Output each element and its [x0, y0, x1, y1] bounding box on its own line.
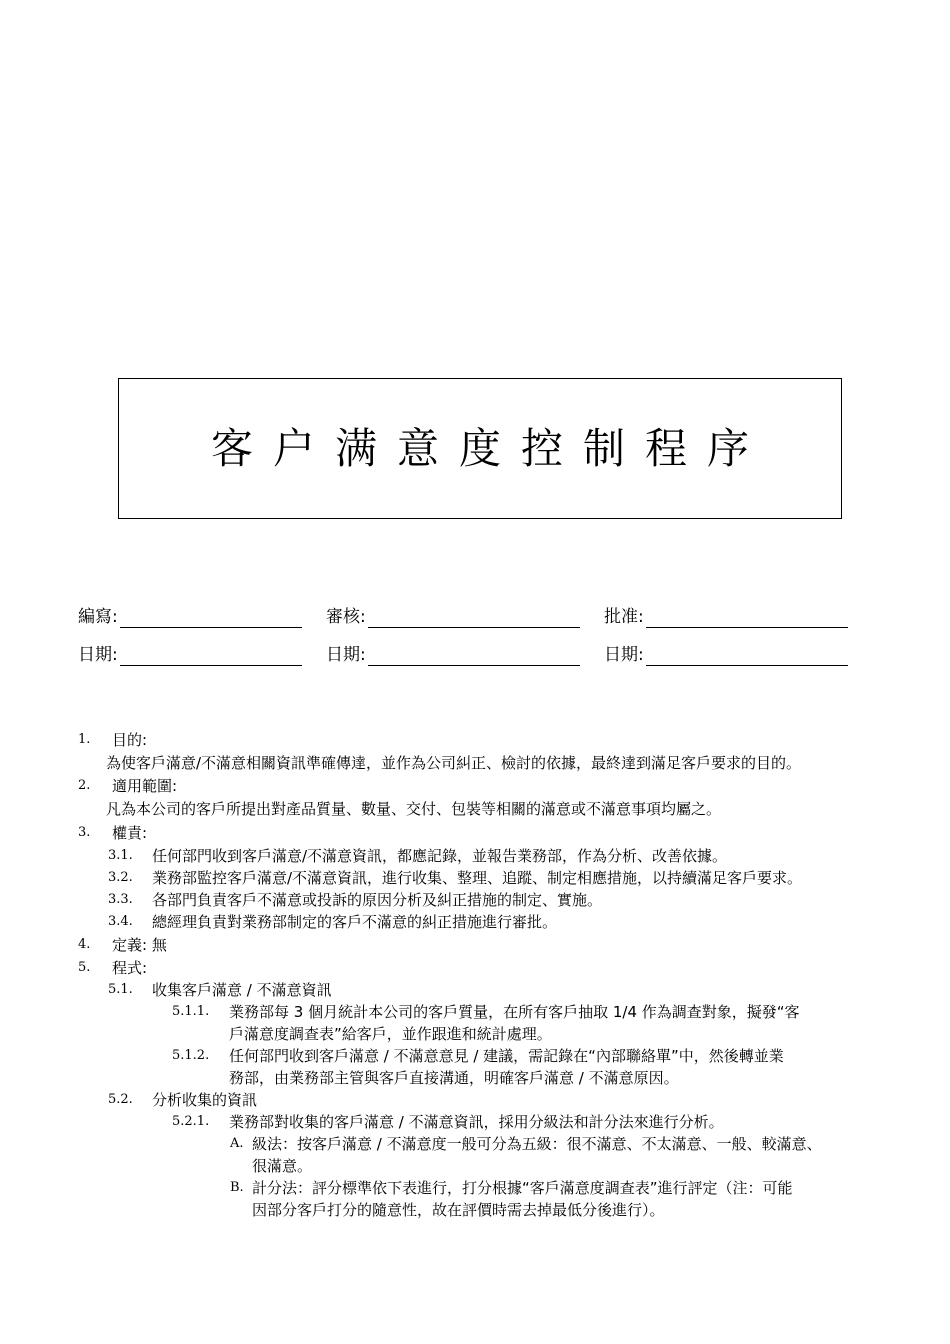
section-5-1-2-line2: 務部，由業務部主管與客戶直接溝通，明確客戶滿意 / 不滿意原因。: [229, 1069, 679, 1087]
sig-reviewed-by-line: [368, 609, 580, 628]
section-3-2-number: 3.2.: [108, 870, 133, 885]
sig-date-1-line: [120, 647, 302, 666]
section-5-heading: 程式:: [112, 959, 148, 977]
sig-date-3-line: [646, 647, 848, 666]
sig-reviewed-by: [326, 606, 580, 628]
section-5-number: 5.: [78, 960, 91, 975]
sig-approved-by: [604, 606, 848, 628]
section-1-number: 1.: [78, 732, 91, 747]
section-3-number: 3.: [78, 825, 91, 840]
section-5-1-1-line2: 戶滿意度調查表”給客戶，並作跟進和統計處理。: [229, 1025, 552, 1043]
section-5-2-1-a-line1: 級法：按客戶滿意 / 不滿意度一般可分為五級：很不滿意、不太滿意、一般、較滿意、: [252, 1135, 822, 1153]
sig-date-3-label: 日期:: [604, 645, 644, 665]
title-box: [118, 378, 842, 519]
sig-date-3: [604, 644, 848, 666]
section-3-3-number: 3.3.: [108, 892, 133, 907]
section-3-2-text: 業務部監控客戶滿意/不滿意資訊，進行收集、整理、追蹤、制定相應措施，以持續滿足客戶要求。: [152, 869, 803, 887]
sig-approved-by-label: 批准:: [604, 607, 644, 627]
section-3-4-text: 總經理負責對業務部制定的客戶不滿意的糾正措施進行審批。: [152, 913, 558, 931]
section-5-1-1-line1: 業務部每 3 個月統計本公司的客戶質量，在所有客戶抽取 1/4 作為調查對象，擬發“客: [229, 1003, 800, 1021]
document-title: 客户满意度控制程序: [210, 423, 769, 473]
section-5-1-2-line1: 任何部門收到客戶滿意 / 不滿意意見 / 建議，需記錄在“內部聯絡單”中，然後轉並業: [229, 1047, 784, 1065]
section-5-2-1-text: 業務部對收集的客戶滿意 / 不滿意資訊，採用分級法和計分法來進行分析。: [229, 1113, 724, 1131]
section-5-2-1-b-marker: B.: [230, 1180, 244, 1195]
sig-written-by: [78, 606, 302, 628]
sig-date-2-line: [368, 647, 580, 666]
sig-reviewed-by-label: 審核:: [326, 607, 366, 627]
section-3-1-text: 任何部門收到客戶滿意/不滿意資訊，都應記錄，並報告業務部，作為分析、改善依據。: [152, 847, 728, 865]
section-2-number: 2.: [78, 778, 91, 793]
section-5-2-heading: 分析收集的資訊: [152, 1091, 258, 1109]
section-1-heading: 目的:: [112, 731, 148, 749]
sig-date-1-label: 日期:: [78, 645, 118, 665]
section-4-heading: 定義: 無: [112, 936, 167, 954]
section-3-3-text: 各部門負責客戶不滿意或投訴的原因分析及糾正措施的制定、實施。: [152, 891, 603, 909]
section-2-body: 凡為本公司的客戶所提出對產品質量、數量、交付、包裝等相關的滿意或不滿意事項均屬之。: [106, 800, 722, 818]
section-5-2-number: 5.2.: [108, 1092, 133, 1107]
sig-written-by-label: 編寫:: [78, 607, 118, 627]
section-2-heading: 適用範圍:: [112, 777, 178, 795]
section-5-1-1-number: 5.1.1.: [172, 1004, 210, 1019]
sig-written-by-line: [120, 609, 302, 628]
section-3-heading: 權責:: [112, 824, 148, 842]
section-4-number: 4.: [78, 937, 91, 952]
section-3-4-number: 3.4.: [108, 914, 133, 929]
section-5-2-1-a-marker: A.: [230, 1136, 244, 1151]
sig-date-2: [326, 644, 580, 666]
section-5-1-number: 5.1.: [108, 982, 133, 997]
section-5-1-2-number: 5.1.2.: [172, 1048, 210, 1063]
section-3-1-number: 3.1.: [108, 848, 133, 863]
sig-date-1: [78, 644, 302, 666]
sig-date-2-label: 日期:: [326, 645, 366, 665]
section-5-2-1-b-line2: 因部分客戶打分的隨意性，故在評價時需去掉最低分後進行）。: [252, 1201, 665, 1219]
section-5-2-1-b-line1: 計分法：評分標準依下表進行，打分根據“客戶滿意度調查表”進行評定（注：可能: [252, 1179, 793, 1197]
section-1-body: 為使客戶滿意/不滿意相關資訊準確傳達，並作為公司糾正、檢討的依據，最終達到滿足客戶要求的目的。: [106, 754, 802, 772]
section-5-2-1-number: 5.2.1.: [172, 1114, 210, 1129]
section-5-1-heading: 收集客戶滿意 / 不滿意資訊: [152, 981, 332, 999]
sig-approved-by-line: [646, 609, 848, 628]
section-5-2-1-a-line2: 很滿意。: [252, 1157, 313, 1175]
